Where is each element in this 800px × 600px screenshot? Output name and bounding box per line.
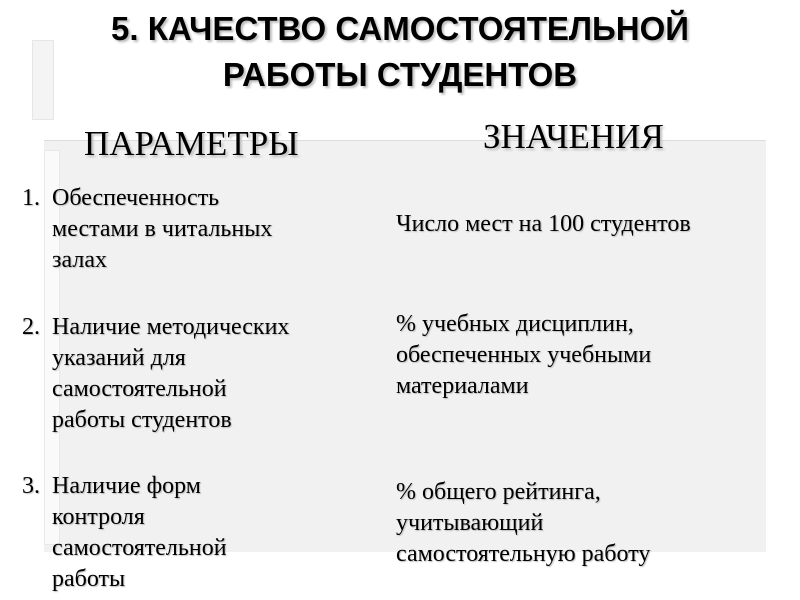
parameter-item-1 xyxy=(22,183,372,276)
item-number: 2. xyxy=(22,314,40,340)
title-line-2: РАБОТЫ СТУДЕНТОВ xyxy=(222,56,578,93)
parameter-item-3 xyxy=(22,471,372,595)
parameter-text: Наличие форм контроля самостоятельной работы xyxy=(52,473,227,592)
slide-title xyxy=(0,6,800,98)
value-item-2: % учебных дисциплин, обеспеченных учебными материалами xyxy=(396,311,652,399)
value-item-1: Число мест на 100 студентов xyxy=(396,211,691,237)
parameters-header: ПАРАМЕТРЫ xyxy=(84,124,299,163)
parameter-text: Обеспеченность местами в читальных залах xyxy=(52,185,273,273)
value-item-3: % общего рейтинга, учитывающий самостоятельную работу xyxy=(396,479,651,567)
parameter-item-2 xyxy=(22,312,372,436)
item-number: 1. xyxy=(22,185,40,211)
title-line-1: 5. КАЧЕСТВО САМОСТОЯТЕЛЬНОЙ xyxy=(111,10,689,47)
values-header: ЗНАЧЕНИЯ xyxy=(483,117,664,156)
item-number: 3. xyxy=(22,473,40,499)
parameter-text: Наличие методических указаний для самостоятельной работы студентов xyxy=(52,314,290,433)
